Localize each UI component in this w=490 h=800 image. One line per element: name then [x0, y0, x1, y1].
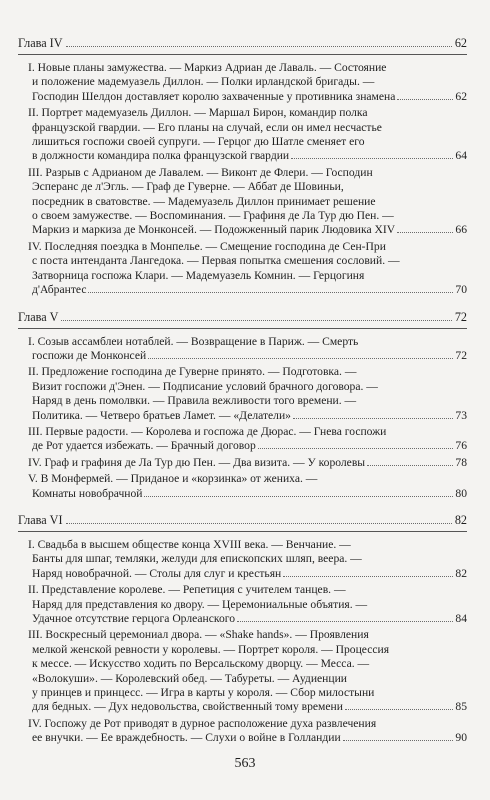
chapter-page-number: 72 [454, 309, 467, 324]
toc-entry [18, 583, 467, 626]
chapter-block [18, 310, 467, 501]
entry-line: Банты для шпаг, темляки, желуди для епископских шляп, веера. — [32, 552, 362, 566]
entry-final-line [32, 567, 467, 581]
entry-line: I. Созыв ассамблеи нотаблей. — Возвращение в Париж. — Смерть [28, 334, 359, 348]
entry-line: I. Свадьба в высшем обществе конца XVIII века. — Венчание. — [28, 537, 351, 551]
entry-line: Эсперанс де л'Эгль. — Граф де Гуверне. — Аббат де Шовиньи, [32, 180, 344, 194]
leader-dots [148, 358, 453, 359]
leader-dots [283, 576, 453, 577]
leader-dots [66, 523, 452, 524]
toc-entry [18, 628, 467, 714]
entry-line: лишиться госпожи своей супруги. — Герцог дю Шатле сменяет его [32, 135, 365, 149]
entry-line: «Волокуши». — Королевский обед. — Табуреты. — Аудиенции [32, 671, 347, 685]
entry-page-number: 84 [455, 612, 467, 625]
entry-page-number: 72 [455, 348, 467, 362]
entry-line: Визит госпожи д'Энен. — Подписание условий брачного договора. — [32, 379, 378, 393]
chapter-block [18, 513, 467, 746]
leader-dots [397, 99, 453, 100]
leader-dots [397, 232, 453, 233]
chapter-page-number: 62 [454, 36, 467, 50]
leader-dots [367, 465, 453, 466]
chapter-title: Глава IV [18, 36, 63, 50]
chapter-heading [18, 310, 467, 324]
entry-final-line [28, 456, 467, 470]
entry-page-number: 90 [455, 731, 467, 745]
entry-final-line [32, 731, 467, 745]
chapter-title: Глава V [18, 309, 59, 324]
entry-line: о своем замужестве. — Воспоминания. — Графиня де Ла Тур дю Пен. — [32, 209, 394, 223]
entry-final-line [32, 700, 467, 714]
entry-line: у принцев и принцесс. — Игра в карты у короля. — Сбор милостыни [32, 686, 375, 700]
chapter-block [18, 36, 467, 298]
entry-page-number: 64 [455, 149, 467, 163]
entry-page-number: 66 [455, 223, 467, 237]
entry-page-number: 80 [455, 486, 467, 500]
entry-text: Комнаты новобрачной [32, 486, 143, 500]
entry-final-line [32, 149, 467, 163]
leader-dots [258, 448, 454, 449]
leader-dots [293, 418, 453, 419]
entry-text: Господин Шелдон доставляет королю захваченные у противника знамена [32, 89, 396, 103]
entry-text: IV. Граф и графиня де Ла Тур дю Пен. — Два визита. — У королевы [28, 455, 366, 469]
entry-line: к мессе. — Искусство ходить по Версальскому дворцу. — Месса. — [32, 657, 370, 671]
leader-dots [88, 292, 453, 293]
entry-text: д'Абрантес [32, 283, 87, 297]
toc-entry [18, 538, 467, 581]
entry-line: Наряд в день помолвки. — Правила вежливости того времени. — [32, 394, 357, 408]
leader-dots [237, 621, 453, 622]
divider [18, 328, 467, 329]
entry-final-line [32, 409, 467, 423]
leader-dots [61, 320, 451, 321]
leader-dots [291, 158, 453, 159]
table-of-contents [18, 36, 467, 758]
toc-entry [18, 106, 467, 164]
entry-page-number: 76 [455, 439, 467, 453]
entry-text: Наряд новобрачной. — Столы для слуг и крестьян [32, 566, 282, 580]
chapter-heading [18, 36, 467, 50]
entry-line: V. В Монфермей. — Приданое и «корзинка» от жениха. — [28, 472, 318, 486]
entry-final-line [32, 439, 467, 453]
entry-text: госпожи де Монконсей [32, 348, 147, 362]
chapter-page-number: 82 [454, 512, 467, 527]
page-number: 563 [234, 756, 256, 771]
entry-line: IV. Госпожу де Рот приводят в дурное расположение духа развлечения [28, 716, 377, 730]
entry-page-number: 62 [455, 89, 467, 103]
entry-line: II. Предложение господина де Гуверне принято. — Подготовка. — [28, 365, 357, 379]
entry-final-line [32, 223, 467, 237]
chapter-title: Глава VI [18, 512, 63, 527]
entry-line: III. Воскресный церемониал двора. — «Shake hands». — Проявления [28, 628, 369, 642]
entry-text: ее внучки. — Ее враждебность. — Слухи о войне в Голландии [32, 731, 341, 745]
leader-dots [343, 740, 454, 741]
entry-text: Политика. — Четверо братьев Ламет. — «Делатели» [32, 408, 291, 422]
toc-entry [18, 166, 467, 238]
entry-text: в должности командира полка французской гвардии [32, 149, 290, 163]
entry-page-number: 85 [455, 700, 467, 714]
entry-line: и положение мадемуазель Диллон. — Полки ирландской бригады. — [32, 75, 375, 89]
toc-entry [18, 472, 467, 501]
entry-final-line [32, 349, 467, 363]
entry-line: II. Портрет мадемуазель Диллон. — Маршал Бирон, командир полка [28, 106, 368, 120]
leader-dots [66, 46, 452, 47]
entry-page-number: 82 [455, 566, 467, 580]
divider [18, 531, 467, 532]
toc-entry [18, 456, 467, 470]
entry-page-number: 70 [455, 283, 467, 297]
entry-line: III. Разрыв с Адрианом де Лавалем. — Виконт де Флери. — Господин [28, 165, 373, 179]
entry-page-number: 78 [455, 455, 467, 469]
entry-line: I. Новые планы замужества. — Маркиз Адриан де Лаваль. — Состояние [28, 61, 387, 74]
entry-text: де Рот удается избежать. — Брачный договор [32, 439, 256, 453]
entry-line: с поста интенданта Лангедока. — Первая попытка смешения сословий. — [32, 254, 400, 268]
entry-line: посредник в сватовстве. — Мадемуазель Диллон принимает решение [32, 194, 376, 208]
entry-final-line [32, 283, 467, 297]
entry-line: Наряд для представления ко двору. — Церемониальные объятия. — [32, 597, 368, 611]
toc-entry [18, 425, 467, 454]
entry-page-number: 73 [455, 408, 467, 422]
entry-text: для бедных. — Дух недовольства, свойственный тому времени [32, 700, 343, 714]
entry-text: Маркиз и маркиза де Монконсей. — Подожженный парик Людовика XIV [32, 223, 396, 237]
toc-entry [18, 61, 467, 104]
entry-final-line [32, 90, 467, 104]
entry-line: французской гвардии. — Его планы на случай, если он имел несчастье [32, 120, 382, 134]
chapter-heading [18, 513, 467, 527]
toc-entry [18, 717, 467, 746]
toc-entry [18, 335, 467, 364]
toc-entry [18, 240, 467, 298]
toc-entry [18, 365, 467, 423]
leader-dots [144, 496, 453, 497]
leader-dots [345, 709, 453, 710]
entry-line: Затворница госпожа Клари. — Мадемуазель Комнин. — Герцогиня [32, 268, 365, 282]
entry-text: Удачное отсутствие герцога Орлеанского [32, 612, 236, 625]
divider [18, 54, 467, 55]
entry-line: IV. Последняя поездка в Монпелье. — Смещение господина де Сен-При [28, 239, 386, 253]
entry-final-line [32, 487, 467, 501]
entry-final-line [32, 612, 467, 626]
entry-line: II. Представление королеве. — Репетиция с учителем танцев. — [28, 583, 346, 597]
entry-line: мелкой женской ревности у королевы. — Портрет короля. — Процессия [32, 642, 390, 656]
entry-line: III. Первые радости. — Королева и госпожа де Дюрас. — Гнева госпожи [28, 424, 387, 438]
